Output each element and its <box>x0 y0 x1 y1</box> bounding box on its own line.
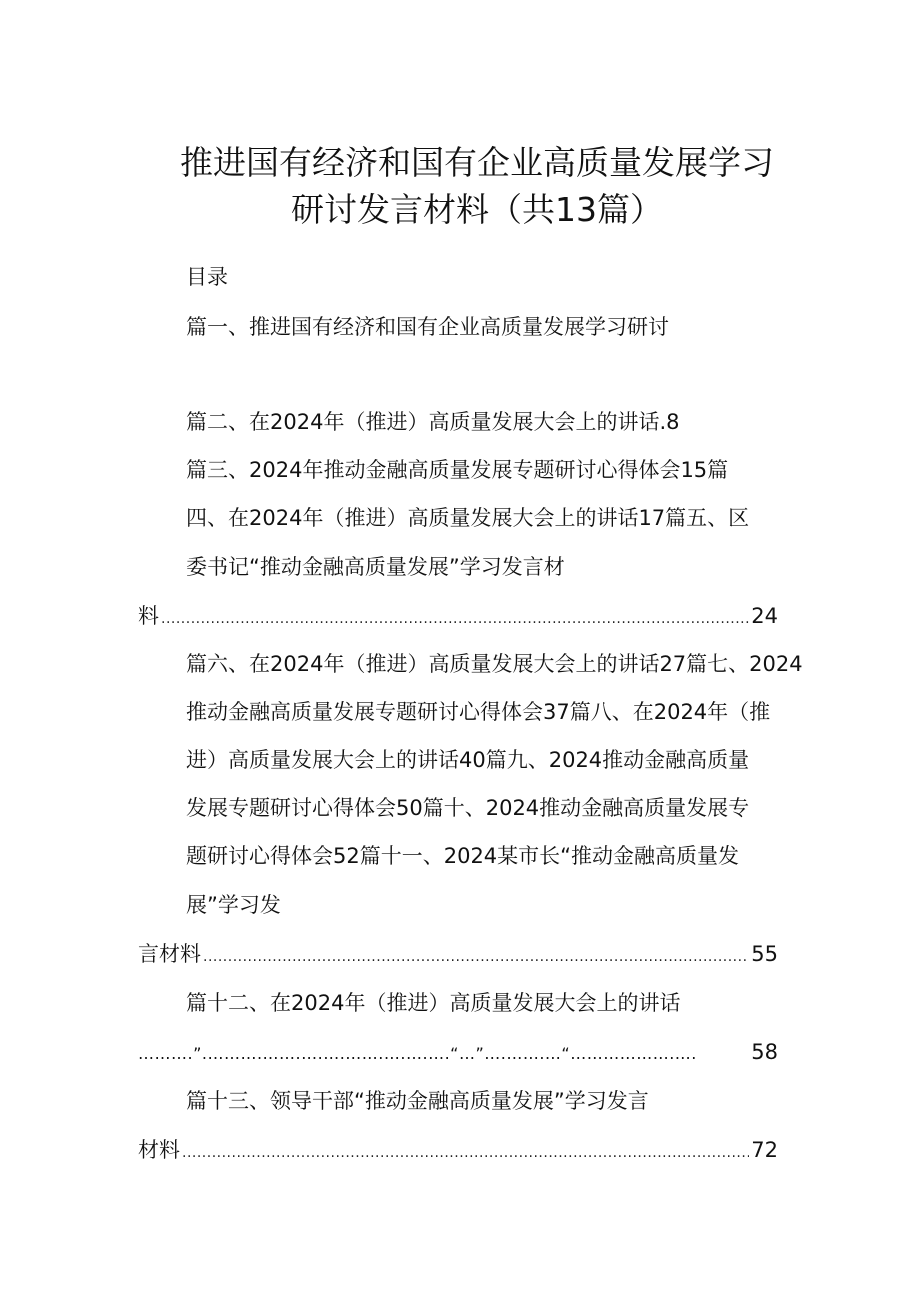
toc-entry-10: 题研讨心得体会52篇十一、2024某市长“推动金融高质量发 <box>186 844 740 868</box>
toc-page-number: 55 <box>751 942 778 966</box>
toc-leader-row-1 <box>138 601 778 631</box>
toc-dot-leader <box>161 604 749 634</box>
toc-leader-text: 言材料 <box>138 942 201 966</box>
document-title-line-2: 研讨发言材料（共13篇） <box>291 190 663 229</box>
toc-entry-7: 推动金融高质量发展专题研讨心得体会37篇八、在2024年（推 <box>186 700 771 724</box>
toc-entry-12: 篇十二、在2024年（推进）高质量发展大会上的讲话 <box>186 991 681 1015</box>
toc-entry-3: 篇三、2024年推动金融高质量发展专题研讨心得体会15篇 <box>186 458 729 482</box>
toc-entry-9: 发展专题研讨心得体会50篇十、2024推动金融高质量发展专 <box>186 796 750 820</box>
document-title-line-1: 推进国有经济和国有企业高质量发展学习 <box>180 143 774 182</box>
toc-dot-leader <box>182 1138 749 1168</box>
toc-label: 目录 <box>186 265 228 289</box>
toc-page-number: 58 <box>751 1040 778 1064</box>
toc-entry-1: 篇一、推进国有经济和国有企业高质量发展学习研讨 <box>186 315 669 339</box>
toc-leader-row-3 <box>138 1135 778 1165</box>
toc-garbled-leader-text: ……….”.……….…….….….…….….….….“…”….…….…“……………….…. <box>138 1044 697 1063</box>
toc-entry-11: 展”学习发 <box>186 893 281 917</box>
toc-entry-8: 进）高质量发展大会上的讲话40篇九、2024推动金融高质量 <box>186 748 750 772</box>
toc-garbled-leader-row <box>138 1037 778 1067</box>
toc-entry-13: 篇十三、领导干部“推动金融高质量发展”学习发言 <box>186 1089 649 1113</box>
toc-page-number: 24 <box>751 604 778 628</box>
toc-page-number: 72 <box>751 1138 778 1162</box>
toc-dot-leader <box>203 942 749 972</box>
toc-entry-6: 篇六、在2024年（推进）高质量发展大会上的讲话27篇七、2024 <box>186 652 803 676</box>
toc-leader-text: 料 <box>138 604 159 628</box>
toc-entry-5: 委书记“推动金融高质量发展”学习发言材 <box>186 555 565 579</box>
toc-leader-row-2 <box>138 939 778 969</box>
toc-entry-2: 篇二、在2024年（推进）高质量发展大会上的讲话.8 <box>186 410 680 434</box>
toc-entry-4: 四、在2024年（推进）高质量发展大会上的讲话17篇五、区 <box>186 506 750 530</box>
toc-leader-text: 材料 <box>138 1138 180 1162</box>
